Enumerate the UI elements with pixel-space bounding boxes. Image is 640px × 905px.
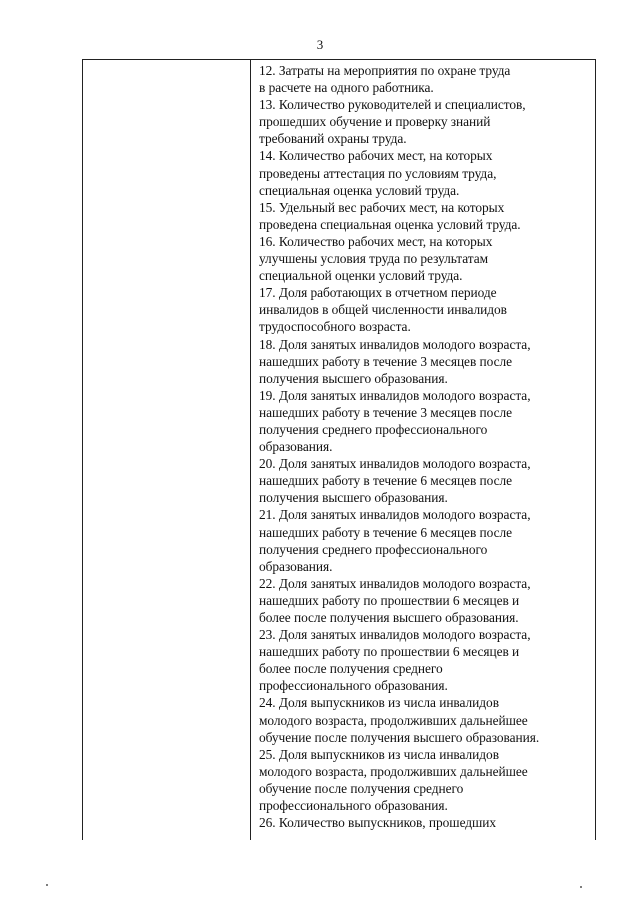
indicator-text-line: специальная оценка условий труда. <box>259 182 460 198</box>
indicator-item <box>259 575 589 626</box>
scan-speck <box>580 886 582 888</box>
indicator-text-line: требований охраны труда. <box>259 131 407 147</box>
indicator-text-line: нашедших работу в течение 6 месяцев после <box>259 473 513 489</box>
indicator-text-line: молодого возраста, продолживших дальнейшее <box>259 712 528 728</box>
indicator-text-line: улучшены условия труда по результатам <box>259 251 489 267</box>
indicator-item <box>259 455 589 506</box>
indicator-text-line: образования. <box>259 558 333 574</box>
indicator-text-line: специальной оценки условий труда. <box>259 268 463 284</box>
indicator-item <box>259 199 589 233</box>
indicator-text-line: 20. Доля занятых инвалидов молодого возраста, <box>259 456 531 472</box>
indicator-text-line: нашедших работу в течение 3 месяцев после <box>259 404 513 420</box>
indicator-item <box>259 96 589 147</box>
indicator-text-line: нашедших работу по прошествии 6 месяцев и <box>259 592 520 608</box>
indicator-text-line: образования. <box>259 439 333 455</box>
indicator-text-line: инвалидов в общей численности инвалидов <box>259 302 507 318</box>
indicator-text-line: получения среднего профессионального <box>259 541 488 557</box>
indicator-item <box>259 746 589 814</box>
indicator-list <box>259 62 589 831</box>
indicator-text-line: получения высшего образования. <box>259 370 448 386</box>
indicator-text-line: обучение после получения среднего <box>259 780 464 796</box>
indicator-text-line: получения высшего образования. <box>259 490 448 506</box>
indicator-text-line: 18. Доля занятых инвалидов молодого возраста, <box>259 336 531 352</box>
indicator-text-line: нашедших работу в течение 3 месяцев после <box>259 353 513 369</box>
indicator-text-line: 23. Доля занятых инвалидов молодого возраста, <box>259 627 531 643</box>
indicator-text-line: обучение после получения высшего образования. <box>259 729 540 745</box>
indicator-item <box>259 233 589 284</box>
left-column-cell <box>83 60 250 840</box>
indicator-text-line: более после получения среднего <box>259 661 443 677</box>
indicator-item <box>259 336 589 387</box>
indicator-item <box>259 814 589 831</box>
indicator-text-line: 17. Доля работающих в отчетном периоде <box>259 285 497 301</box>
indicator-text-line: трудоспособного возраста. <box>259 319 411 335</box>
indicator-text-line: 15. Удельный вес рабочих мест, на которых <box>259 199 505 215</box>
indicator-item <box>259 694 589 745</box>
indicator-item <box>259 387 589 455</box>
indicator-text-line: более после получения высшего образования. <box>259 610 519 625</box>
indicator-item <box>259 284 589 335</box>
document-table <box>82 59 596 840</box>
indicator-text-line: получения среднего профессионального <box>259 421 488 437</box>
indicator-text-line: 14. Количество рабочих мест, на которых <box>259 148 493 164</box>
indicator-item <box>259 62 589 96</box>
indicator-text-line: 19. Доля занятых инвалидов молодого возраста, <box>259 387 531 403</box>
indicator-text-line: 26. Количество выпускников, прошедших <box>259 815 497 831</box>
page-number: 3 <box>316 37 324 52</box>
column-divider <box>250 60 251 840</box>
indicator-text-line: нашедших работу по прошествии 6 месяцев и <box>259 644 520 660</box>
indicator-text-line: 24. Доля выпускников из числа инвалидов <box>259 695 499 711</box>
scan-speck <box>46 884 48 886</box>
indicator-text-line: молодого возраста, продолживших дальнейшее <box>259 763 528 779</box>
indicator-text-line: 12. Затраты на мероприятия по охране труда <box>259 63 511 78</box>
indicator-text-line: профессионального образования. <box>259 798 448 814</box>
indicator-item <box>259 147 589 198</box>
indicator-text-line: проведена специальная оценка условий труда. <box>259 216 521 232</box>
indicator-text-line: 25. Доля выпускников из числа инвалидов <box>259 746 499 762</box>
indicator-item <box>259 626 589 694</box>
indicator-text-line: прошедших обучение и проверку знаний <box>259 114 491 130</box>
indicator-text-line: 16. Количество рабочих мест, на которых <box>259 233 493 249</box>
indicator-text-line: 22. Доля занятых инвалидов молодого возраста, <box>259 575 531 591</box>
indicator-text-line: в расчете на одного работника. <box>259 80 434 96</box>
indicator-text-line: 21. Доля занятых инвалидов молодого возраста, <box>259 507 531 523</box>
indicator-item <box>259 506 589 574</box>
indicator-text-line: профессионального образования. <box>259 678 448 694</box>
indicator-text-line: проведены аттестация по условиям труда, <box>259 165 497 181</box>
indicator-text-line: 13. Количество руководителей и специалистов, <box>259 97 526 113</box>
indicator-text-line: нашедших работу в течение 6 месяцев после <box>259 524 513 540</box>
